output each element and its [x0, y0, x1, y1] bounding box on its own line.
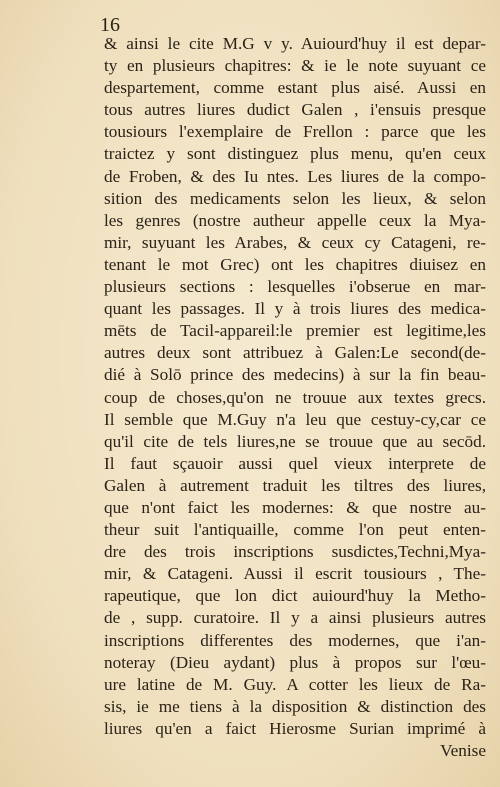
text-line: coup de choses,qu'on ne trouue aux textes grecs.	[104, 387, 486, 407]
text-line: mēts de Tacil-appareil:le premier est legitime,les	[104, 321, 486, 341]
text-line: theur suit l'antiquaille, comme l'on peut enten-	[104, 520, 486, 540]
text-line: que n'ont faict les modernes: & que nostre au-	[104, 497, 486, 517]
text-line: noteray (Dieu aydant) plus à propos sur l'œu-	[104, 652, 486, 672]
text-line: ty en plusieurs chapitres: & ie le note suyuant ce	[104, 56, 486, 76]
text-line: mir, & Catageni. Aussi il escrit tousiours , The-	[104, 564, 486, 584]
text-line: de , supp. curatoire. Il y a ainsi plusieurs autres	[104, 608, 486, 628]
text-line: & ainsi le cite M.G v y. Auiourd'huy il est depar-	[104, 34, 486, 53]
text-line: mir, suyuant les Arabes, & ceux cy Catageni, re-	[104, 232, 486, 252]
text-line: dié à Solō prince des medecins) à sur la fin beau-	[104, 365, 486, 385]
text-line: tenant le mot Grec) ont les chapitres diuisez en	[104, 254, 486, 274]
text-line: sition des medicaments selon les lieux, & selon	[104, 188, 486, 208]
text-line: ure latine de M. Guy. A cotter les lieux de Ra-	[104, 674, 486, 694]
text-line: plusieurs sections : lesquelles i'obserue en mar-	[104, 277, 486, 297]
text-line: rapeutique, que lon dict auiourd'huy la Metho-	[104, 586, 486, 606]
text-line: dre des trois inscriptions susdictes,Techni,Mya-	[104, 542, 486, 562]
text-line: Il faut sçauoir aussi quel vieux interprete de	[104, 453, 486, 473]
text-line: quant les passages. Il y à trois liures des medica-	[104, 299, 486, 319]
body-text	[104, 33, 486, 762]
text-line: Il semble que M.Guy n'a leu que cestuy-cy,car ce	[104, 409, 486, 429]
text-line: inscriptions differentes des modernes, que i'an-	[104, 630, 486, 650]
text-line: qu'il cite de tels liures,ne se trouue que au secōd.	[104, 431, 486, 451]
page-number: 16	[100, 14, 120, 36]
text-line: traictez y sont distinguez plus menu, qu'en ceux	[104, 144, 486, 164]
catchword: Venise	[440, 741, 486, 760]
text-line: tousiours l'exemplaire de Frellon : parce que les	[104, 122, 486, 142]
text-line: tous autres liures dudict Galen , i'ensuis presque	[104, 100, 486, 120]
text-line: Galen à autrement traduit les tiltres des liures,	[104, 475, 486, 495]
text-line: liures qu'en a faict Hierosme Surian imprimé à	[104, 718, 486, 738]
text-line: les genres (nostre autheur appelle ceux la Mya-	[104, 210, 486, 230]
text-line: autres deux sont attribuez à Galen:Le second(de-	[104, 343, 486, 363]
text-line: de Froben, & des Iu ntes. Les liures de la compo-	[104, 166, 486, 186]
text-line: despartement, comme estant plus aisé. Aussi en	[104, 78, 486, 98]
text-line: sis, ie me tiens à la disposition & distinction des	[104, 696, 486, 716]
